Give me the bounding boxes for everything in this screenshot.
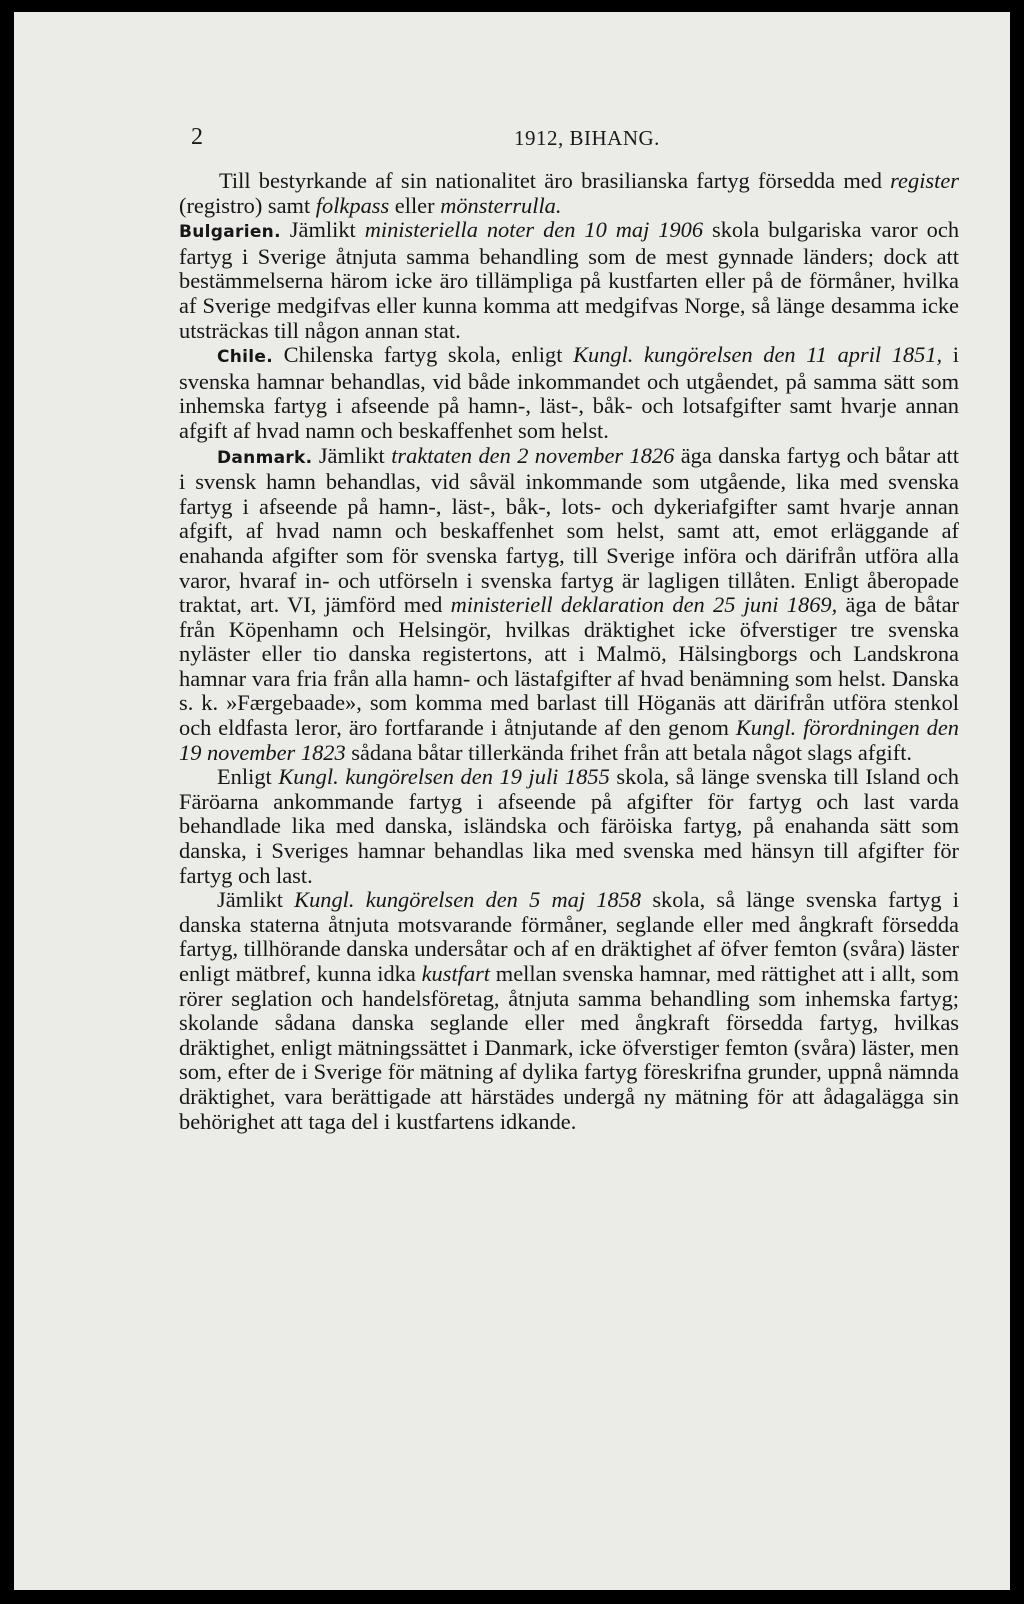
italic-run: ministeriella noter den 10 maj 1906 [364,217,704,243]
paragraph-1858 [179,888,959,1134]
italic-run: Kungl. kungörelsen den 19 juli 1855 [278,764,610,790]
text-run: eller [389,192,441,218]
italic-run: Kungl. kungörelsen den 5 maj 1858 [294,887,642,913]
paragraph-chile [179,343,959,443]
page-number: 2 [191,124,203,150]
country-heading-chile: Chile. [217,347,274,368]
paragraph-danmark [179,444,959,766]
paragraph-bulgarien [179,218,959,343]
italic-run: Kungl. kungörelsen den 11 april 1851, [573,342,943,368]
italic-run: Kungl. förordningen den 19 november 1823 [179,715,960,765]
text-run: i svenska hamnar behandlas, vid både inkommandet och utgåendet, på samma sätt som inhemska fartyg i afseende på hamn-, läst-, båk- och lotsafgifter samt hvarje annan afgift af hvad namn och beskaffenhet som helst. [179,342,960,443]
text-run: Chilenska fartyg skola, enligt [273,342,574,368]
paragraph-brazil [179,169,959,218]
page-header [191,122,971,158]
text-run: Jämlikt [280,217,365,243]
text-run: skola, så länge svenska till Island och Färöarna ankommande fartyg i afseende på afgifter för fartyg och last varda behandlade lika med danska, isländska och färöiska fartyg, på enahanda sätt som danska, i Sveriges hamnar behandlas lika med svenska med hänsyn till afgifter för fartyg och last. [179,764,959,888]
italic-run: ministeriell deklaration den 25 juni 1869, [450,592,838,618]
text-run: äga danska fartyg och båtar att i svensk hamn behandlas, vid såväl inkommande som utgående, lika med svenska fartyg i afseende på hamn-, läst-, båk-, lots- och dykeriafgifter samt hvarje annan afgift, af hvad namn och beskaffenhet som helst, samt att, emot erläggande af enahanda afgifter som för svenska fartyg, till Sverige införa och därifrån utföra alla varor, hvaraf in- och utförseln i svenska fartyg är lagligen tillåten. Enligt åberopade traktat, art. VI, jämförd med [179,442,959,618]
text-run: Jämlikt [217,887,295,913]
country-heading-danmark: Danmark. [217,447,313,468]
text-run: Till bestyrkande af sin nationalitet äro brasilianska fartyg försedda med [219,168,891,193]
body-text [179,169,959,1134]
running-head: 1912, BIHANG. [514,126,660,150]
italic-run: folkpass [315,192,390,218]
italic-run: register [890,168,959,193]
country-heading-bulgarien: Bulgarien. [179,222,281,243]
text-run: (registro) samt [179,192,316,218]
text-run: sådana båtar tillerkända frihet från att betala något slags afgift. [345,739,913,765]
text-run: Enligt [217,764,279,790]
italic-run: mönsterrulla. [440,192,562,218]
text-run: skola bulgariska varor och fartyg i Sverige åtnjuta samma behandling som de mest gynnade länders; dock att bestämmelserna härom icke äro tillämpliga på kustfarten eller på de förmåner, hvilka af Sverige medgifvas eller kunna komma att medgifvas Norge, så länge desamma icke utsträckas till någon annan stat. [179,217,960,343]
paragraph-1855 [179,765,959,888]
text-run: Jämlikt [312,442,392,468]
text-run: äga de båtar från Köpenhamn och Helsingör, hvilkas dräktighet icke öfverstiger tre svenska nyläster eller tio danska registertons, att i Malmö, Hälsingborgs och Landskrona hamnar vara fria från alla hamn- och lästafgifter af hvad benämning som helst. Danska s. k. »Færgebaade», som komma med barlast till Höganäs att därifrån utföra stenkol och eldfasta leror, äro fortfarande i åtnjutande af den genom [179,592,959,741]
document-page [14,12,1010,1590]
italic-run: kustfart [421,961,491,986]
italic-run: traktaten den 2 november 1826 [391,442,675,468]
text-run: mellan svenska hamnar, med rättighet att i allt, som rörer seglation och handelsföretag, åtnjuta samma behandling som inhemska fartyg; skolande sådana danska seglande eller med ångkraft försedda fartyg, hvilkas dräktighet, enligt mätningssättet i Danmark, icke öfverstiger femton (svåra) läster, men som, efter de i Sverige för mätning af dylika fartyg föreskrifna grunder, uppnå nämnda dräktighet, vara berättigade att härstädes undergå ny mätning för att ådagalägga sin behörighet att taga del i kustfartens idkande. [179,961,959,1134]
text-run: skola, så länge svenska fartyg i danska staterna åtnjuta motsvarande förmåner, seglande eller med ångkraft försedda fartyg, tillhörande danska undersåtar och af en dräktighet af öfver femton (svåra) läster enligt mätbref, kunna idka [179,887,960,986]
